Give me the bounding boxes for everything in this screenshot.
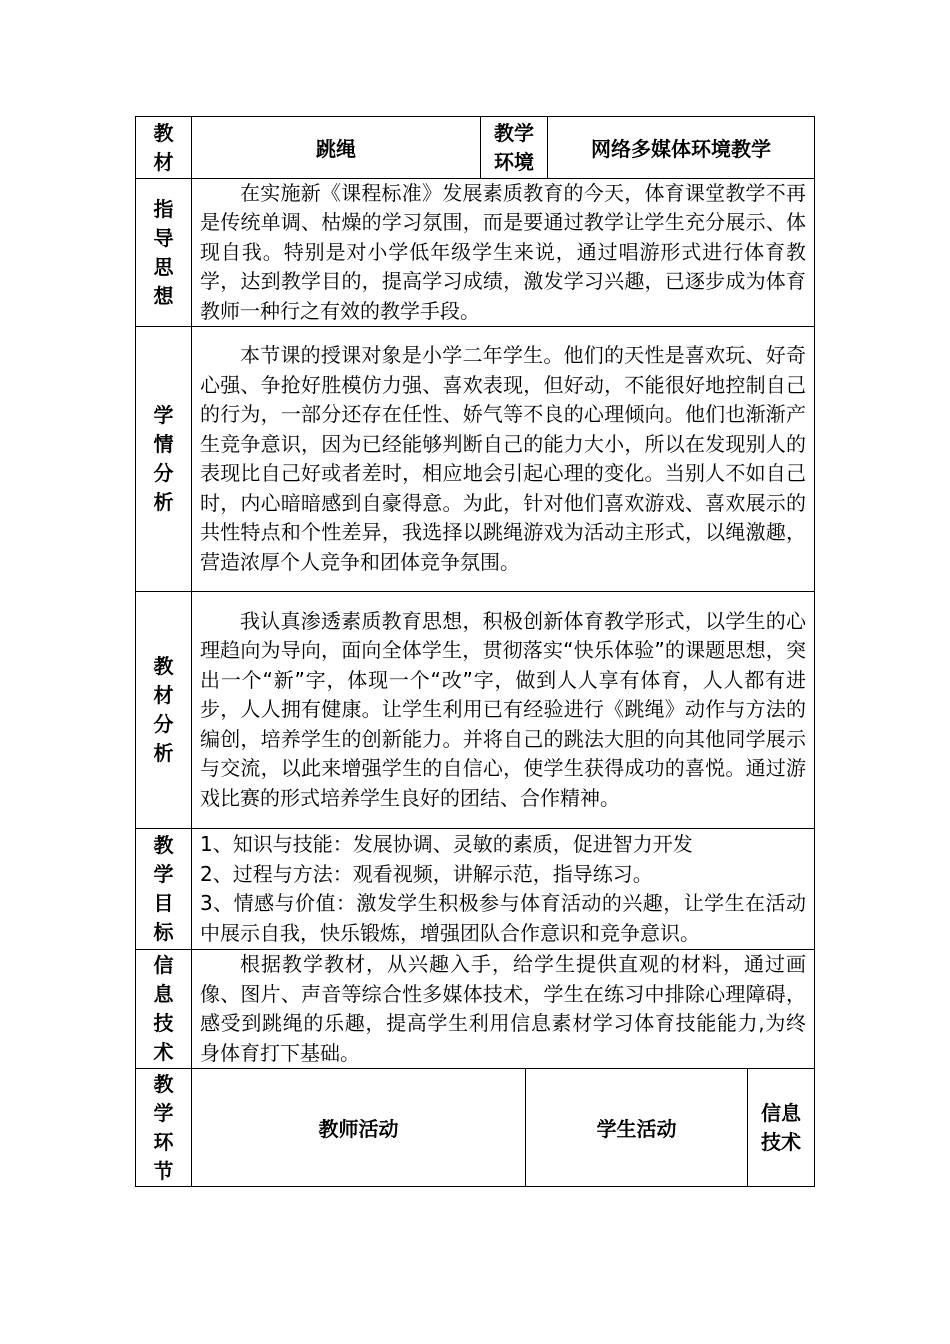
material-analysis-label: 教材分析 (153, 654, 174, 765)
material-analysis-label-cell (136, 592, 192, 828)
material-analysis-text: 我认真渗透素质教育思想，积极创新体育教学形式，以学生的心理趋向为导向，面向全体学生，贯彻落实“快乐体验”的课题思想，突出一个“新”字，体现一个“改”字，做到人人享有体育，人人都有进步，人人拥有健康。让学生利用已有经验进行《跳绳》动作与方法的编创，培养学生的创新能力。并将自己的跳法大胆的向其他同学展示与交流，以此来增强学生的自信心，使学生获得成功的喜悦。通过游戏比赛的形式培养学生良好的团结、合作精神。 (200, 608, 806, 810)
process-header-row (136, 1069, 814, 1186)
environment-value-cell (548, 117, 814, 178)
material-analysis-text-cell (192, 592, 814, 828)
material-value: 跳绳 (316, 137, 356, 161)
info-tech-label-cell (136, 950, 192, 1068)
info-tech-text-cell (192, 950, 814, 1068)
guiding-label: 指导思想 (153, 196, 174, 308)
material-row (136, 117, 814, 179)
goals-text-cell (192, 829, 814, 949)
lesson-plan-table (135, 116, 815, 1187)
goal-item: 3、情感与价值：激发学生积极参与体育活动的兴趣，让学生在活动中展示自我，快乐锻炼，增强团队合作意识和竞争意识。 (200, 891, 806, 945)
goals-label: 教学目标 (153, 833, 174, 944)
student-analysis-row (136, 327, 814, 592)
environment-label: 教学环境 (494, 120, 534, 174)
info-tech-row (136, 950, 814, 1069)
info-tech-text: 根据教学教材，从兴趣入手，给学生提供直观的材料，通过画像、图片、声音等综合性多媒体技术，学生在练习中排除心理障碍，感受到跳绳的乐趣，提高学生利用信息素材学习体育技能能力,为终身体育打下基础。 (200, 952, 806, 1065)
goal-item: 1、知识与技能：发展协调、灵敏的素质，促进智力开发 (200, 832, 693, 856)
tech-header: 信息技术 (761, 1100, 801, 1154)
guiding-text-cell (192, 179, 814, 326)
student-analysis-text: 本节课的授课对象是小学二年学生。他们的天性是喜欢玩、好奇心强、争抢好胜模仿力强、喜欢表现，但好动，不能很好地控制自己的行为，一部分还存在任性、娇气等不良的心理倾向。他们也渐渐产生竞争意识，因为已经能够判断自己的能力大小，所以在发现别人的表现比自己好或者差时，相应地会引起心理的变化。当别人不如自己时，内心暗暗感到自豪得意。为此，针对他们喜欢游戏、喜欢展示的共性特点和个性差异，我选择以跳绳游戏为活动主形式，以绳激趣，营造浓厚个人竞争和团体竞争氛围。 (200, 343, 806, 574)
material-label: 教材 (153, 120, 174, 174)
info-tech-label: 信息技术 (153, 953, 174, 1064)
goals-row (136, 829, 814, 950)
teacher-activity-header-cell (192, 1069, 526, 1186)
process-label-cell (136, 1069, 192, 1186)
student-analysis-label-cell (136, 327, 192, 591)
process-label: 教学环节 (153, 1071, 174, 1183)
goals-label-cell (136, 829, 192, 949)
guiding-label-cell (136, 179, 192, 326)
goal-item: 2、过程与方法：观看视频，讲解示范，指导练习。 (200, 861, 653, 886)
teacher-activity-header: 教师活动 (318, 1117, 399, 1141)
student-analysis-text-cell (192, 327, 814, 591)
environment-label-cell (481, 117, 548, 178)
guiding-text: 在实施新《课程标准》发展素质教育的今天，体育课堂教学不再是传统单调、枯燥的学习氛围，而是要通过教学让学生充分展示、体现自我。特别是对小学低年级学生来说，通过唱游形式进行体育教学，达到教学目的，提高学习成绩，激发学习兴趣，已逐步成为体育教师一种行之有效的教学手段。 (200, 180, 806, 323)
student-activity-header-cell (526, 1069, 748, 1186)
environment-value: 网络多媒体环境教学 (591, 137, 771, 161)
student-activity-header: 学生活动 (596, 1117, 677, 1141)
material-value-cell (192, 117, 481, 178)
material-label-cell (136, 117, 192, 178)
material-analysis-row (136, 592, 814, 829)
guiding-row (136, 179, 814, 327)
student-analysis-label: 学情分析 (153, 403, 174, 514)
tech-header-cell (748, 1069, 814, 1186)
